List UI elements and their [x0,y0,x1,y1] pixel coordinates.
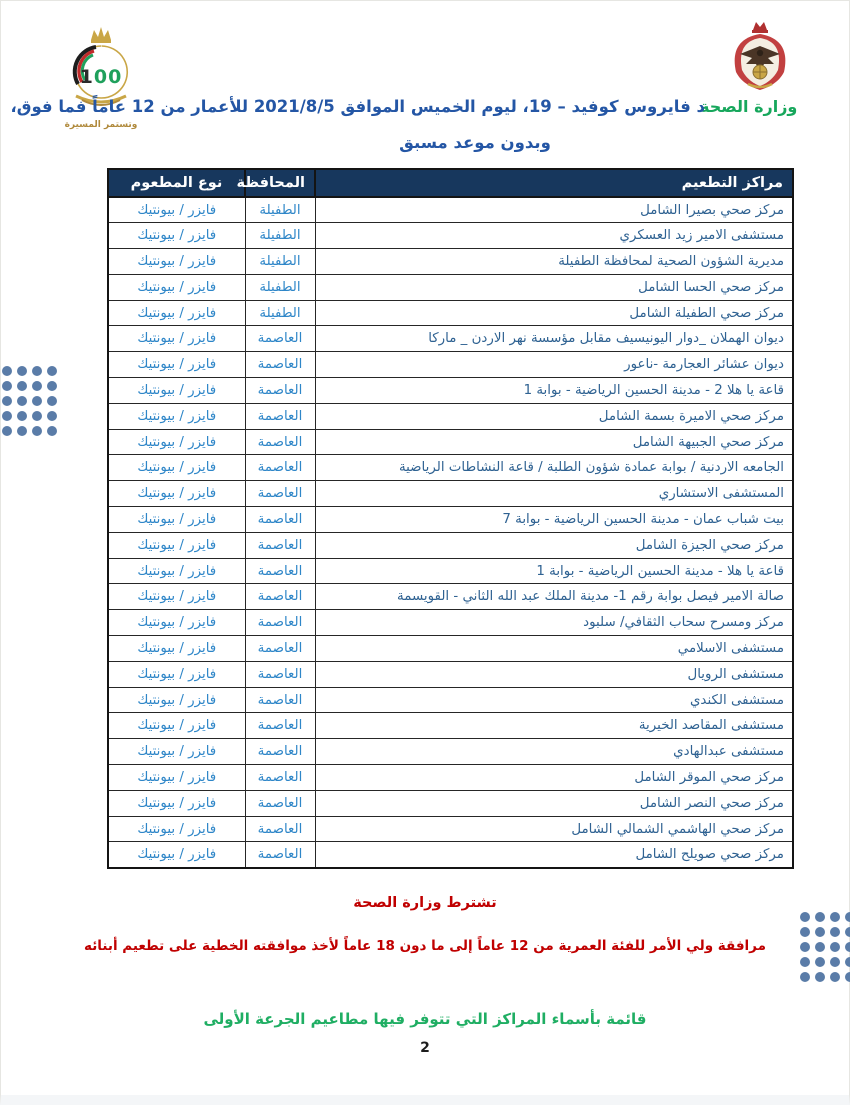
crown-icon [91,27,111,43]
table-row [108,687,793,713]
table-row [108,481,793,507]
center-cell: مركز صحي بصيرا الشامل [315,197,793,223]
vaccine-cell: فايزر / بيونتيك [108,197,245,223]
table-row [108,739,793,765]
governorate-cell: العاصمة [245,610,315,636]
governorate-cell: الطفيلة [245,300,315,326]
table-row [108,197,793,223]
dot-grid-left [2,366,57,436]
table-row [108,842,793,868]
table-row [108,455,793,481]
center-cell: مستشفى الاسلامي [315,636,793,662]
table-row [108,661,793,687]
center-cell: المستشفى الاستشاري [315,481,793,507]
center-cell: مركز صحي الطفيلة الشامل [315,300,793,326]
governorate-cell: العاصمة [245,739,315,765]
centers-table-body [108,197,793,868]
governorate-cell: العاصمة [245,378,315,404]
governorate-cell: العاصمة [245,326,315,352]
vaccine-cell: فايزر / بيونتيك [108,610,245,636]
table-row [108,713,793,739]
governorate-cell: العاصمة [245,713,315,739]
vaccine-cell: فايزر / بيونتيك [108,481,245,507]
center-cell: مركز صحي الهاشمي الشمالي الشامل [315,816,793,842]
vaccine-cell: فايزر / بيونتيك [108,507,245,533]
table-row [108,274,793,300]
table-row [108,403,793,429]
governorate-cell: العاصمة [245,636,315,662]
governorate-cell: العاصمة [245,816,315,842]
ministry-name-label: وزارة الصحة [700,97,798,116]
center-cell: مركز صحي الاميرة بسمة الشامل [315,403,793,429]
coat-of-arms-icon [726,20,794,102]
governorate-cell: الطفيلة [245,197,315,223]
centennial-number: 100 [79,66,123,88]
table-row [108,429,793,455]
vaccine-cell: فايزر / بيونتيك [108,326,245,352]
table-header-row [108,169,793,197]
table-row [108,816,793,842]
vaccine-cell: فايزر / بيونتيك [108,378,245,404]
vaccine-cell: فايزر / بيونتيك [108,739,245,765]
vaccine-cell: فايزر / بيونتيك [108,661,245,687]
vaccine-cell: فايزر / بيونتيك [108,429,245,455]
center-cell: مركز صحي الحسا الشامل [315,274,793,300]
center-cell: مستشفى الامير زيد العسكري [315,223,793,249]
requirement-text: مرافقة ولي الأمر للفئة العمرية من 12 عاماً إلى ما دون 18 عاماً لأخذ موافقته الخطية على تطعيم أبنائه [84,938,766,954]
column-header-vaccine-type: نوع المطعوم [108,169,245,197]
vaccine-cell: فايزر / بيونتيك [108,713,245,739]
governorate-cell: العاصمة [245,455,315,481]
vaccine-cell: فايزر / بيونتيك [108,687,245,713]
center-cell: مركز صحي النصر الشامل [315,790,793,816]
vaccine-cell: فايزر / بيونتيك [108,842,245,868]
table-row [108,765,793,791]
table-row [108,558,793,584]
governorate-cell: العاصمة [245,429,315,455]
column-header-governorate: المحافظة [245,169,315,197]
governorate-cell: الطفيلة [245,274,315,300]
center-cell: قاعة يا هلا - مدينة الحسين الرياضية - بوابة 1 [315,558,793,584]
vaccine-cell: فايزر / بيونتيك [108,274,245,300]
centers-table [107,168,794,869]
vaccine-cell: فايزر / بيونتيك [108,636,245,662]
center-cell: مستشفى الكندي [315,687,793,713]
vaccine-cell: فايزر / بيونتيك [108,790,245,816]
governorate-cell: العاصمة [245,790,315,816]
table-row [108,610,793,636]
table-row [108,532,793,558]
center-cell: صالة الامير فيصل بوابة رقم 1- مدينة الملك عبد الله الثاني - القويسمة [315,584,793,610]
page-title-line1: د فايروس كوفيد – 19، ليوم الخميس الموافق 2021/8/5 للأعمار من 12 عاماً فما فوق، [10,97,705,116]
center-cell: قاعة يا هلا 2 - مدينة الحسين الرياضية - بوابة 1 [315,378,793,404]
vaccine-cell: فايزر / بيونتيك [108,403,245,429]
center-cell: مديرية الشؤون الصحية لمحافظة الطفيلة [315,249,793,275]
vaccine-cell: فايزر / بيونتيك [108,249,245,275]
centennial-tagline: وتستمر المسيرة [64,120,138,130]
center-cell: الجامعه الاردنية / بوابة عمادة شؤون الطلبة / قاعة النشاطات الرياضية [315,455,793,481]
vaccine-cell: فايزر / بيونتيك [108,816,245,842]
governorate-cell: العاصمة [245,352,315,378]
governorate-cell: العاصمة [245,532,315,558]
centers-table-wrap [107,168,792,869]
governorate-cell: الطفيلة [245,249,315,275]
governorate-cell: العاصمة [245,584,315,610]
table-row [108,352,793,378]
vaccine-cell: فايزر / بيونتيك [108,558,245,584]
vaccine-cell: فايزر / بيونتيك [108,765,245,791]
column-header-centers: مراكز التطعيم [315,169,793,197]
center-cell: بيت شباب عمان - مدينة الحسين الرياضية - بوابة 7 [315,507,793,533]
center-cell: مركز صحي صويلح الشامل [315,842,793,868]
vaccine-cell: فايزر / بيونتيك [108,223,245,249]
governorate-cell: العاصمة [245,842,315,868]
governorate-cell: العاصمة [245,403,315,429]
vaccine-cell: فايزر / بيونتيك [108,300,245,326]
table-row [108,636,793,662]
governorate-cell: العاصمة [245,661,315,687]
governorate-cell: العاصمة [245,765,315,791]
center-cell: ديوان الهملان _دوار اليونيسيف مقابل مؤسسة نهر الاردن _ ماركا [315,326,793,352]
governorate-cell: العاصمة [245,507,315,533]
table-row [108,584,793,610]
center-cell: ديوان عشائر العجارمة -ناعور [315,352,793,378]
table-row [108,223,793,249]
table-row [108,300,793,326]
table-row [108,378,793,404]
table-row [108,326,793,352]
page-title-line2: وبدون موعد مسبق [399,133,551,152]
center-cell: مركز صحي الجبيهة الشامل [315,429,793,455]
table-row [108,507,793,533]
center-cell: مركز صحي الموقر الشامل [315,765,793,791]
governorate-cell: الطفيلة [245,223,315,249]
requirement-title: تشترط وزارة الصحة [353,895,497,911]
first-dose-note: قائمة بأسماء المراكز التي تتوفر فيها مطاعيم الجرعة الأولى [203,1010,647,1028]
center-cell: مركز صحي الجيزة الشامل [315,532,793,558]
governorate-cell: العاصمة [245,558,315,584]
center-cell: مستشفى المقاصد الخيرية [315,713,793,739]
vaccine-cell: فايزر / بيونتيك [108,352,245,378]
table-row [108,249,793,275]
center-cell: مركز ومسرح سحاب الثقافي/ سلبود [315,610,793,636]
vaccine-cell: فايزر / بيونتيك [108,532,245,558]
governorate-cell: العاصمة [245,481,315,507]
vaccine-cell: فايزر / بيونتيك [108,584,245,610]
center-cell: مستشفى الرويال [315,661,793,687]
center-cell: مستشفى عبدالهادي [315,739,793,765]
page-number: 2 [420,1040,430,1056]
governorate-cell: العاصمة [245,687,315,713]
vaccine-cell: فايزر / بيونتيك [108,455,245,481]
table-row [108,790,793,816]
